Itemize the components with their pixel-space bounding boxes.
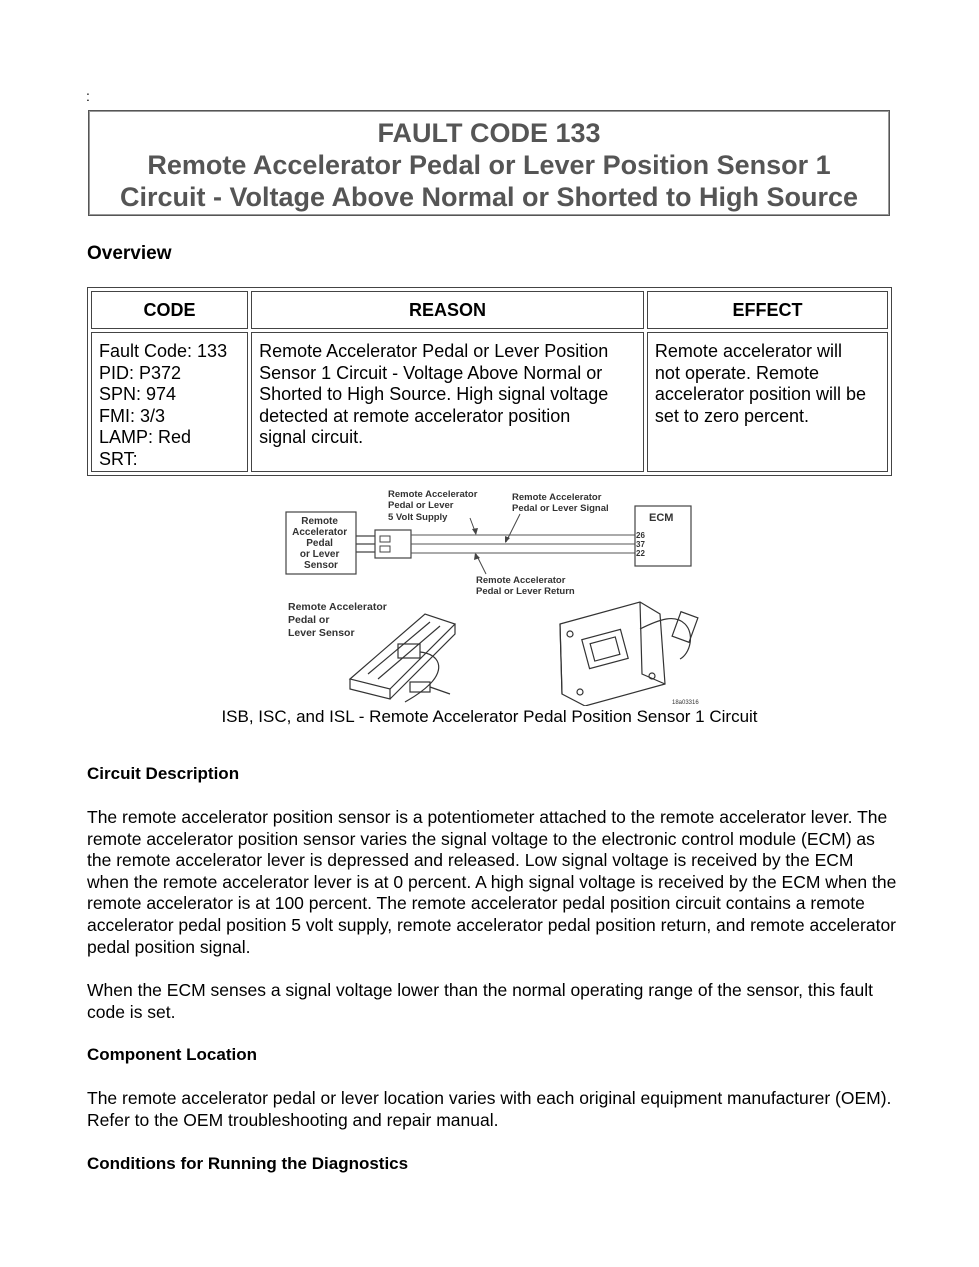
code-line: Fault Code: 133 [99,341,228,361]
header-effect: EFFECT [647,291,888,329]
overview-heading: Overview [87,243,172,264]
reason-cell [251,332,644,472]
fault-table [87,287,892,476]
table-row [91,332,888,472]
header-reason: REASON [251,291,644,329]
sensor-label: Remote Accelerator Pedal or Lever Sensor [292,516,348,571]
connector [375,530,411,558]
fault-code-title: FAULT CODE 133 [377,118,601,148]
code-cell [91,332,248,472]
reason-line: Sensor 1 Circuit - Voltage Above Normal or [259,362,603,383]
circuit-diagram-svg [280,484,700,706]
effect-line: not operate. Remote [654,362,820,383]
circuit-description-text: The remote accelerator position sensor is a potentiometer attached to the remote accelerator lever. The remote accelerator position sensor varies the signal voltage to the electronic control module (ECM) as the remote accelerator lever is depressed and released. Low signal voltage is received by the ECM when the remote accelerator lever is at 0 percent. A high signal voltage is received by the ECM when the remote accelerator is at 100 percent. The remote accelerator pedal position circuit contains a remote accelerator pedal position 5 volt supply, remote accelerator pedal position return, and remote accelerator pedal position signal. [87,807,897,957]
reason-line: Shorted to High Source. High signal voltage [259,384,609,404]
table-header-row [91,291,888,329]
reason-line: Remote Accelerator Pedal or Lever Position [259,341,609,361]
code-line: PID: P372 [99,362,182,383]
circuit-diagram [280,484,700,706]
title-line-2: Remote Accelerator Pedal or Lever Position Sensor 1 [147,150,831,180]
title-box [88,110,890,216]
component-location-heading: Component Location [87,1045,257,1064]
reason-line: signal circuit. [259,427,364,447]
reason-line: detected at remote accelerator position [259,405,571,426]
effect-cell [647,332,888,472]
pin-label: 22 [636,549,645,558]
conditions-heading: Conditions for Running the Diagnostics [87,1154,409,1173]
pedal-sensor-picture [350,614,455,702]
page-marker: : [86,88,90,104]
pin-label: 37 [636,540,645,549]
effect-line: accelerator position will be [654,384,867,404]
connector-pin [380,536,390,542]
figure-caption: ISB, ISC, and ISL - Remote Accelerator Pedal Position Sensor 1 Circuit [221,707,758,726]
code-line: LAMP: Red [99,427,192,447]
effect-line: set to zero percent. [654,405,810,426]
circuit-description-text-2: When the ECM senses a signal voltage lower than the normal operating range of the sensor, this fault code is set. [87,980,874,1022]
component-location-text: The remote accelerator pedal or lever location varies with each original equipment manufacturer (OEM). Refer to the OEM troubleshooting and repair manual. [87,1088,892,1130]
figure-ref-code: 18a03316 [672,700,699,706]
code-line: SRT: [99,448,138,469]
pin-label: 26 [636,531,645,540]
connector-pin [380,546,390,552]
sensor-picture-label: Remote Accelerator Pedal or Lever Sensor [288,601,387,639]
ecm-label: ECM [649,512,674,524]
code-line: FMI: 3/3 [99,405,166,426]
return-label: Remote Accelerator Pedal or Lever Return [476,575,575,597]
circuit-description-heading: Circuit Description [87,764,240,783]
title-line-3: Circuit - Voltage Above Normal or Shorted to High Source [119,182,859,212]
header-code: CODE [91,291,248,329]
code-line: SPN: 974 [99,384,177,404]
supply-label: Remote Accelerator Pedal or Lever 5 Volt Supply [388,489,478,523]
effect-line: Remote accelerator will [654,341,842,361]
signal-label: Remote Accelerator Pedal or Lever Signal [512,492,609,514]
ecm-picture [560,602,698,706]
